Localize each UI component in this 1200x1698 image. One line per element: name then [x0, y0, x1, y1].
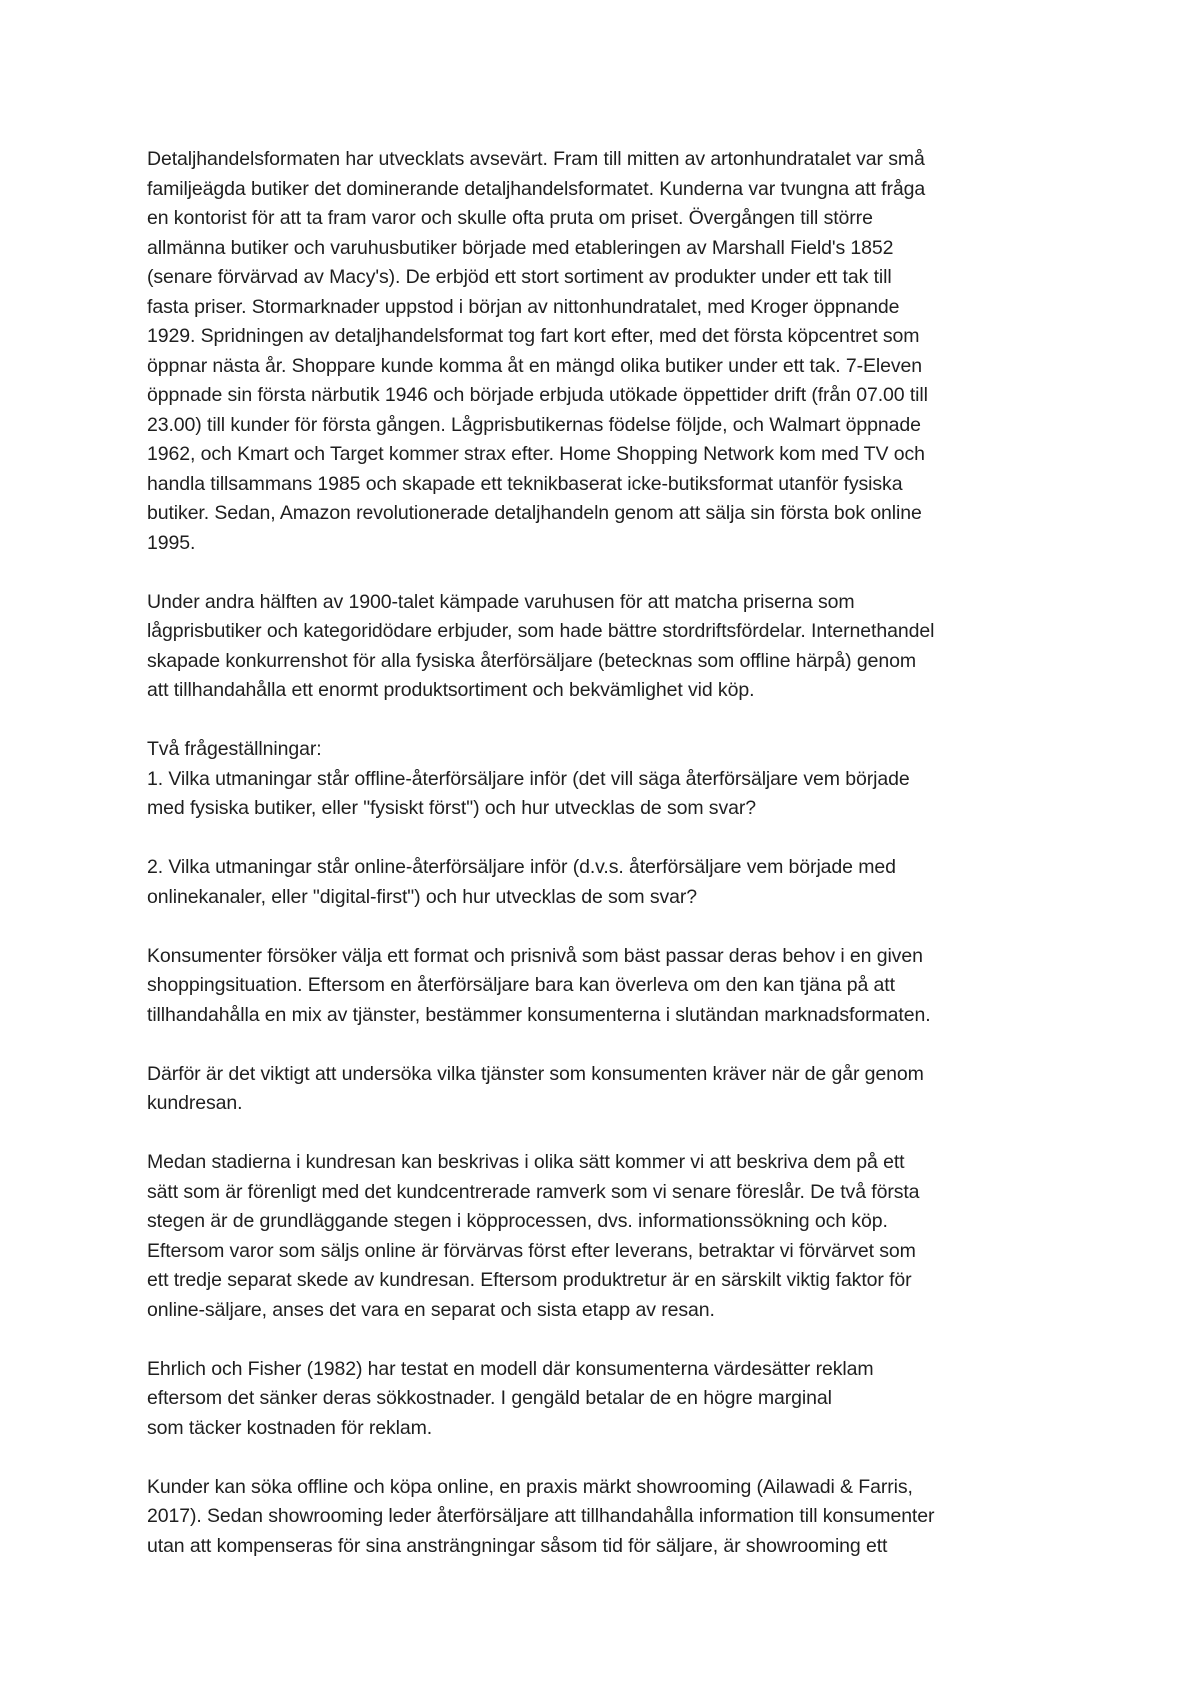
text-line: skapade konkurrenshot för alla fysiska återförsäljare (betecknas som offline härpå) genom — [147, 649, 916, 672]
text-line: kundresan. — [147, 1092, 243, 1114]
questions-heading: Två frågeställningar: — [147, 738, 322, 760]
text-line: med fysiska butiker, eller "fysiskt först") och hur utvecklas de som svar? — [147, 797, 756, 819]
text-line: som täcker kostnaden för reklam. — [147, 1416, 433, 1439]
paragraph-consumer-choice — [147, 942, 1087, 1031]
text-line: eftersom det sänker deras sökkostnader. I gengäld betalar de en högre marginal — [147, 1387, 832, 1409]
text-line: 2. Vilka utmaningar står online-återförsäljare inför (d.v.s. återförsäljare vem började med — [147, 856, 896, 878]
text-line: onlinekanaler, eller "digital-first") och hur utvecklas de som svar? — [147, 885, 698, 908]
text-line: Därför är det viktigt att undersöka vilka tjänster som konsumenten kräver när de går genom — [147, 1062, 924, 1085]
text-line: Eftersom varor som säljs online är förvärvas först efter leverans, betraktar vi förvärvet som — [147, 1239, 916, 1262]
text-line: 23.00) till kunder för första gången. Lågprisbutikernas födelse följde, och Walmart öppnade — [147, 413, 921, 436]
text-line: Konsumenter försöker välja ett format och prisnivå som bäst passar deras behov i en given — [147, 944, 923, 967]
text-line: utan att kompenseras för sina ansträngningar såsom tid för säljare, är showrooming ett — [147, 1534, 888, 1557]
text-line: allmänna butiker och varuhusbutiker började med etableringen av Marshall Field's 1852 — [147, 236, 894, 259]
text-line: Ehrlich och Fisher (1982) har testat en modell där konsumenterna värdesätter reklam — [147, 1357, 874, 1380]
text-line: Under andra hälften av 1900-talet kämpade varuhusen för att matcha priserna som — [147, 590, 855, 613]
text-line: familjeägda butiker det dominerande detaljhandelsformatet. Kunderna var tvungna att fråga — [147, 177, 926, 200]
text-line: öppnar nästa år. Shoppare kunde komma åt en mängd olika butiker under ett tak. 7-Eleven — [147, 354, 923, 377]
text-line: tillhandahålla en mix av tjänster, bestämmer konsumenterna i slutändan marknadsformaten. — [147, 1003, 931, 1026]
text-line: en kontorist för att ta fram varor och skulle ofta pruta om priset. Övergången till större — [147, 207, 873, 229]
text-line: stegen är de grundläggande stegen i köpprocessen, dvs. informationssökning och köp. — [147, 1210, 888, 1232]
text-line: butiker. Sedan, Amazon revolutionerade detaljhandeln genom att sälja sin första bok online — [147, 502, 922, 524]
text-line: sätt som är förenligt med det kundcentrerade ramverk som vi senare föreslår. De två första — [147, 1180, 920, 1203]
text-line: öppnade sin första närbutik 1946 och började erbjuda utökade öppettider drift (från 07.00 till — [147, 384, 928, 406]
paragraph-question-two — [147, 853, 1087, 912]
text-line: shoppingsituation. Eftersom en återförsäljare bara kan överleva om den kan tjäna på att — [147, 974, 895, 996]
paragraph-research-questions — [147, 735, 1087, 824]
text-line: lågprisbutiker och kategoridödare erbjuder, som hade bättre stordriftsfördelar. Internethandel — [147, 620, 935, 642]
text-line: online-säljare, anses det vara en separat och sista etapp av resan. — [147, 1298, 715, 1321]
text-line: handla tillsammans 1985 och skapade ett teknikbaserat icke-butiksformat utanför fysiska — [147, 472, 903, 495]
paragraph-retail-history — [147, 145, 1087, 558]
paragraph-advertising — [147, 1355, 1087, 1444]
text-line: Detaljhandelsformaten har utvecklats avsevärt. Fram till mitten av artonhundratalet var små — [147, 148, 925, 170]
paragraph-customer-journey — [147, 1060, 1087, 1119]
text-line: 1962, och Kmart och Target kommer strax efter. Home Shopping Network kom med TV och — [147, 443, 925, 465]
document-body — [147, 145, 1087, 1561]
text-line: 2017). Sedan showrooming leder återförsäljare att tillhandahålla information till konsumenter — [147, 1505, 935, 1527]
text-line: 1. Vilka utmaningar står offline-återförsäljare inför (det vill säga återförsäljare vem började — [147, 767, 910, 790]
text-line: 1929. Spridningen av detaljhandelsformat tog fart kort efter, med det första köpcentret som — [147, 325, 920, 347]
paragraph-journey-stages — [147, 1148, 1087, 1325]
text-line: att tillhandahålla ett enormt produktsortiment och bekvämlighet vid köp. — [147, 679, 755, 701]
text-line: fasta priser. Stormarknader uppstod i början av nittonhundratalet, med Kroger öppnande — [147, 295, 900, 318]
text-line: ett tredje separat skede av kundresan. Eftersom produktretur är en särskilt viktig faktor för — [147, 1269, 912, 1291]
text-line: (senare förvärvad av Macy's). De erbjöd ett stort sortiment av produkter under ett tak till — [147, 266, 892, 288]
text-line: 1995. — [147, 531, 196, 554]
paragraph-department-stores — [147, 588, 1087, 706]
paragraph-showrooming — [147, 1473, 1087, 1562]
text-line: Medan stadierna i kundresan kan beskrivas i olika sätt kommer vi att beskriva dem på ett — [147, 1151, 905, 1173]
text-line: Kunder kan söka offline och köpa online, en praxis märkt showrooming (Ailawadi & Farris, — [147, 1475, 913, 1498]
